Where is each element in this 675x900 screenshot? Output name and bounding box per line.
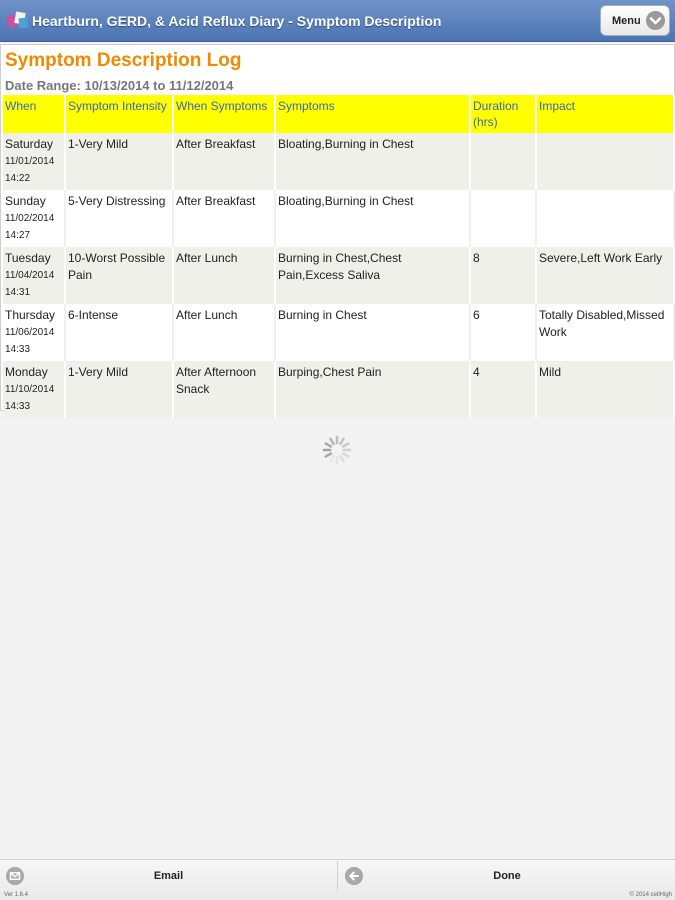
- mail-icon: [6, 867, 24, 885]
- row-date: 11/02/2014: [5, 213, 55, 224]
- row-day: Saturday: [5, 137, 54, 151]
- row-time: 14:33: [5, 344, 31, 355]
- cell-when-symptoms: After Afternoon Snack: [173, 361, 275, 418]
- done-button-label: Done: [493, 870, 521, 882]
- table-row[interactable]: [3, 304, 674, 361]
- cell-duration: [470, 190, 536, 247]
- table-row[interactable]: [3, 247, 674, 304]
- cell-intensity: 10-Worst Possible Pain: [65, 247, 173, 304]
- log-title: Symptom Description Log: [5, 50, 242, 71]
- footer-bar: [0, 859, 675, 900]
- row-date: 11/10/2014: [5, 384, 55, 395]
- cell-impact: [536, 133, 674, 190]
- row-date: 11/04/2014: [5, 270, 55, 281]
- row-time: 14:33: [5, 401, 31, 412]
- app-logo-icon: [6, 9, 32, 31]
- cell-impact: Mild: [536, 361, 674, 418]
- cell-when: [3, 247, 65, 304]
- version-label: Ver 1.6.4: [4, 892, 29, 898]
- back-arrow-icon: [345, 867, 363, 885]
- log-panel: [0, 44, 675, 411]
- table-row[interactable]: [3, 133, 674, 190]
- done-button[interactable]: [339, 861, 675, 891]
- row-day: Thursday: [5, 308, 56, 322]
- cell-when-symptoms: After Lunch: [173, 247, 275, 304]
- column-header-when: When: [3, 95, 65, 133]
- cell-when: [3, 304, 65, 361]
- column-header-when-symptoms: When Symptoms: [173, 95, 275, 133]
- column-header-intensity: Symptom Intensity: [65, 95, 173, 133]
- email-button-label: Email: [153, 870, 184, 882]
- row-time: 14:22: [5, 173, 31, 184]
- cell-symptoms: Burning in Chest: [275, 304, 470, 361]
- chevron-down-icon: [646, 11, 665, 30]
- cell-when-symptoms: After Breakfast: [173, 133, 275, 190]
- cell-symptoms: Bloating,Burning in Chest: [275, 133, 470, 190]
- row-time: 14:27: [5, 230, 31, 241]
- cell-intensity: 1-Very Mild: [65, 361, 173, 418]
- cell-duration: [470, 133, 536, 190]
- cell-duration: 6: [470, 304, 536, 361]
- menu-button[interactable]: [600, 5, 670, 36]
- cell-impact: [536, 190, 674, 247]
- row-day: Tuesday: [5, 251, 51, 265]
- cell-when: [3, 190, 65, 247]
- cell-when-symptoms: After Lunch: [173, 304, 275, 361]
- cell-when: [3, 133, 65, 190]
- cell-symptoms: Burping,Chest Pain: [275, 361, 470, 418]
- cell-when: [3, 361, 65, 418]
- table-row[interactable]: [3, 190, 674, 247]
- row-date: 11/01/2014: [5, 156, 55, 167]
- column-header-impact: Impact: [536, 95, 674, 133]
- column-header-duration: Duration (hrs): [470, 95, 536, 133]
- cell-symptoms: Bloating,Burning in Chest: [275, 190, 470, 247]
- date-range: Date Range: 10/13/2014 to 11/12/2014: [5, 78, 234, 93]
- menu-button-label: Menu: [612, 14, 641, 27]
- cell-when-symptoms: After Breakfast: [173, 190, 275, 247]
- table-row[interactable]: [3, 361, 674, 418]
- cell-intensity: 5-Very Distressing: [65, 190, 173, 247]
- cell-duration: 8: [470, 247, 536, 304]
- row-time: 14:31: [5, 287, 31, 298]
- email-button[interactable]: [0, 861, 338, 891]
- cell-intensity: 1-Very Mild: [65, 133, 173, 190]
- cell-impact: Severe,Left Work Early: [536, 247, 674, 304]
- row-day: Monday: [5, 365, 48, 379]
- symptom-log-table: [3, 95, 675, 418]
- cell-intensity: 6-Intense: [65, 304, 173, 361]
- table-header-row: [3, 95, 674, 133]
- loading-spinner-icon: [321, 434, 353, 466]
- cell-impact: Totally Disabled,Missed Work: [536, 304, 674, 361]
- row-date: 11/06/2014: [5, 327, 55, 338]
- cell-symptoms: Burning in Chest,Chest Pain,Excess Saliva: [275, 247, 470, 304]
- header-bar: [0, 0, 675, 42]
- cell-duration: 4: [470, 361, 536, 418]
- page-title: Heartburn, GERD, & Acid Reflux Diary - Symptom Description: [32, 13, 442, 29]
- row-day: Sunday: [5, 194, 46, 208]
- column-header-symptoms: Symptoms: [275, 95, 470, 133]
- copyright-label: © 2014 cellHigh: [629, 892, 672, 898]
